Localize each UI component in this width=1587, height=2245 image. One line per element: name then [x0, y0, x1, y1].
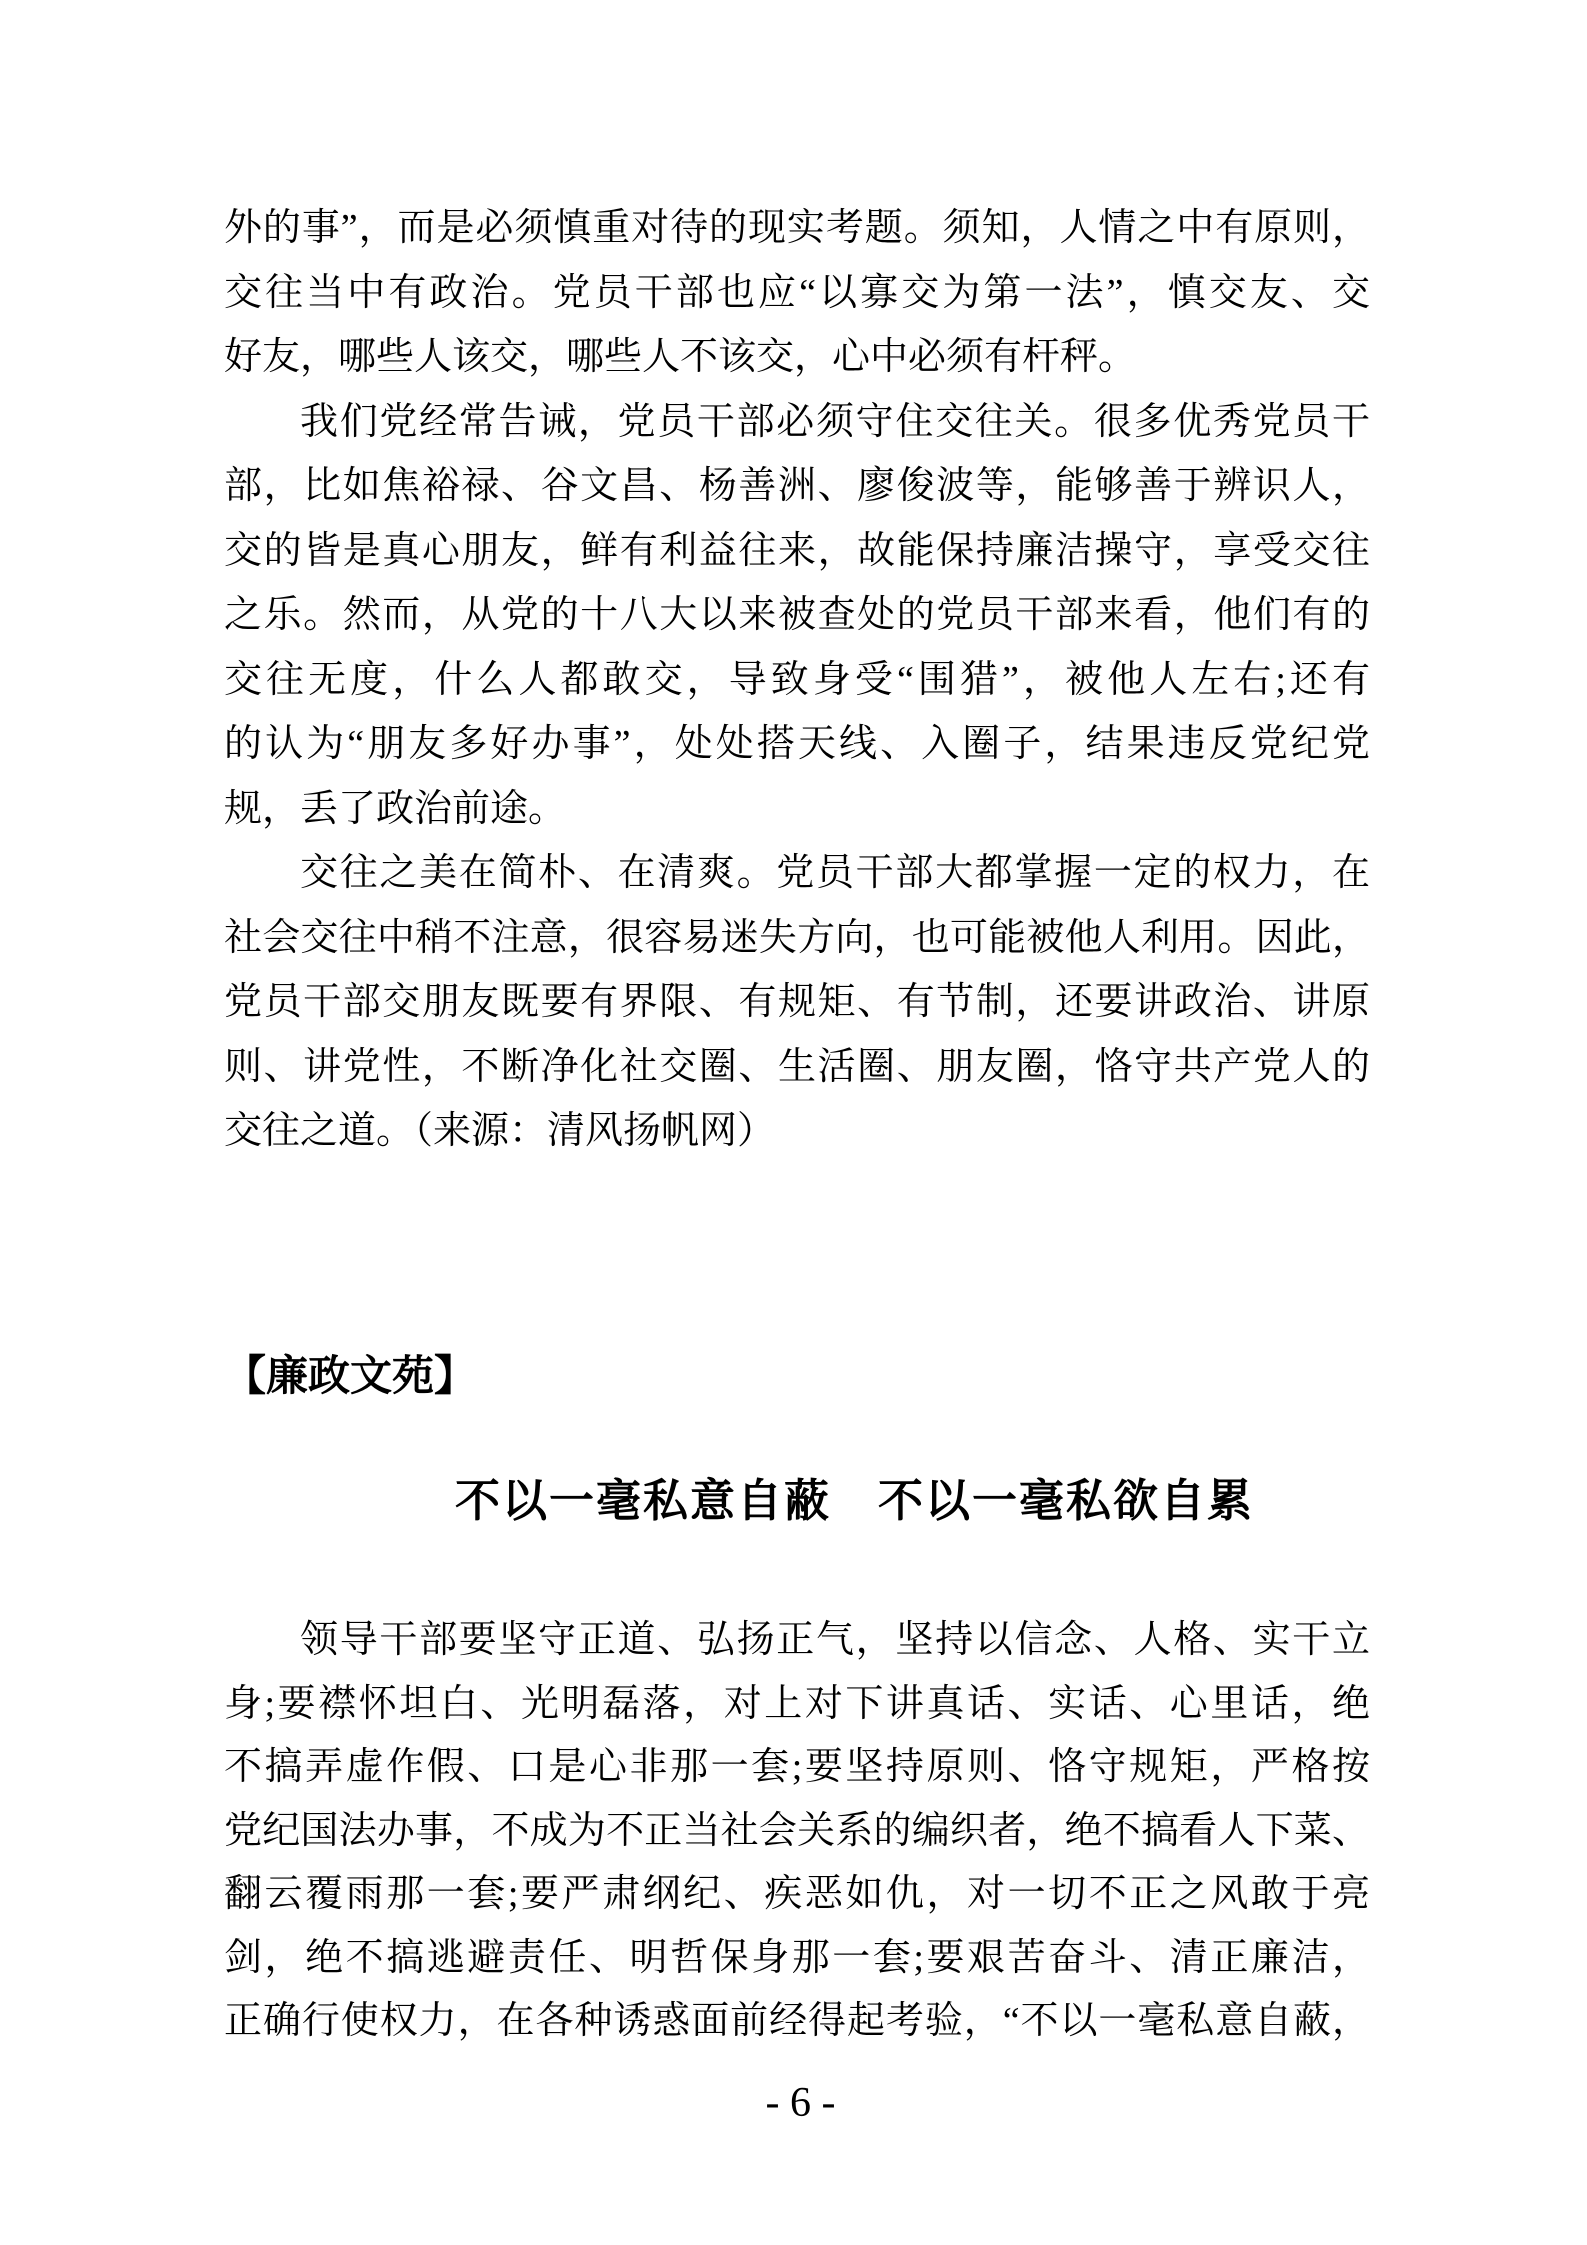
text-line: 不搞弄虚作假、口是心非那一套;要坚持原则、恪守规矩，严格按: [224, 1746, 1370, 1788]
text-line: 我们党经常告诫，党员干部必须守住交往关。很多优秀党员干: [300, 400, 1370, 443]
text-line: 党纪国法办事，不成为不正当社会关系的编织者，绝不搞看人下菜、: [224, 1809, 1370, 1852]
text-line: 剑，绝不搞逃避责任、明哲保身那一套;要艰苦奋斗、清正廉洁，: [224, 1936, 1370, 1979]
text-line: 交往之美在简朴、在清爽。党员干部大都掌握一定的权力，在: [300, 852, 1370, 894]
article-body-top: [224, 196, 1370, 1164]
article-title: 不以一毫私意自蔽 不以一毫私欲自累: [455, 1476, 1255, 1526]
text-line: 正确行使权力，在各种诱惑面前经得起考验，“不以一毫私意自蔽，: [224, 2000, 1370, 2042]
text-line: 规，丢了政治前途。: [224, 787, 567, 830]
text-line: 交的皆是真心朋友，鲜有利益往来，故能保持廉洁操守，享受交往: [224, 529, 1370, 572]
text-line: 领导干部要坚守正道、弘扬正气，坚持以信念、人格、实干立: [300, 1619, 1370, 1661]
page-number: - 6 -: [765, 2080, 836, 2126]
text-line: 则、讲党性，不断净化社交圈、生活圈、朋友圈，恪守共产党人的: [224, 1045, 1370, 1088]
text-line: 交往之道。（来源：清风扬帆网）: [224, 1110, 776, 1152]
text-line: 翻云覆雨那一套;要严肃纲纪、疾恶如仇，对一切不正之风敢于亮: [224, 1873, 1370, 1915]
text-line: 身;要襟怀坦白、光明磊落，对上对下讲真话、实话、心里话，绝: [224, 1682, 1370, 1725]
text-line: 外的事”，而是必须慎重对待的现实考题。须知，人情之中有原则，: [224, 207, 1370, 249]
text-line: 交往无度，什么人都敢交，导致身受“围猎”，被他人左右;还有: [224, 658, 1370, 701]
text-line: 的认为“朋友多好办事”，处处搭天线、入圈子，结果违反党纪党: [224, 723, 1370, 765]
text-line: 部，比如焦裕禄、谷文昌、杨善洲、廖俊波等，能够善于辨识人，: [224, 465, 1370, 507]
text-line: 交往当中有政治。党员干部也应“以寡交为第一法”，慎交友、交: [224, 271, 1370, 314]
text-line: 之乐。然而，从党的十八大以来被查处的党员干部来看，他们有的: [224, 594, 1370, 636]
text-line: 社会交往中稍不注意，很容易迷失方向，也可能被他人利用。因此，: [224, 916, 1370, 959]
text-line: 党员干部交朋友既要有界限、有规矩、有节制，还要讲政治、讲原: [224, 981, 1370, 1023]
text-line: 好友，哪些人该交，哪些人不该交，心中必须有杆秤。: [224, 336, 1137, 378]
section-header: 【廉政文苑】: [224, 1354, 477, 1400]
article-body-bottom: [224, 1609, 1370, 2054]
